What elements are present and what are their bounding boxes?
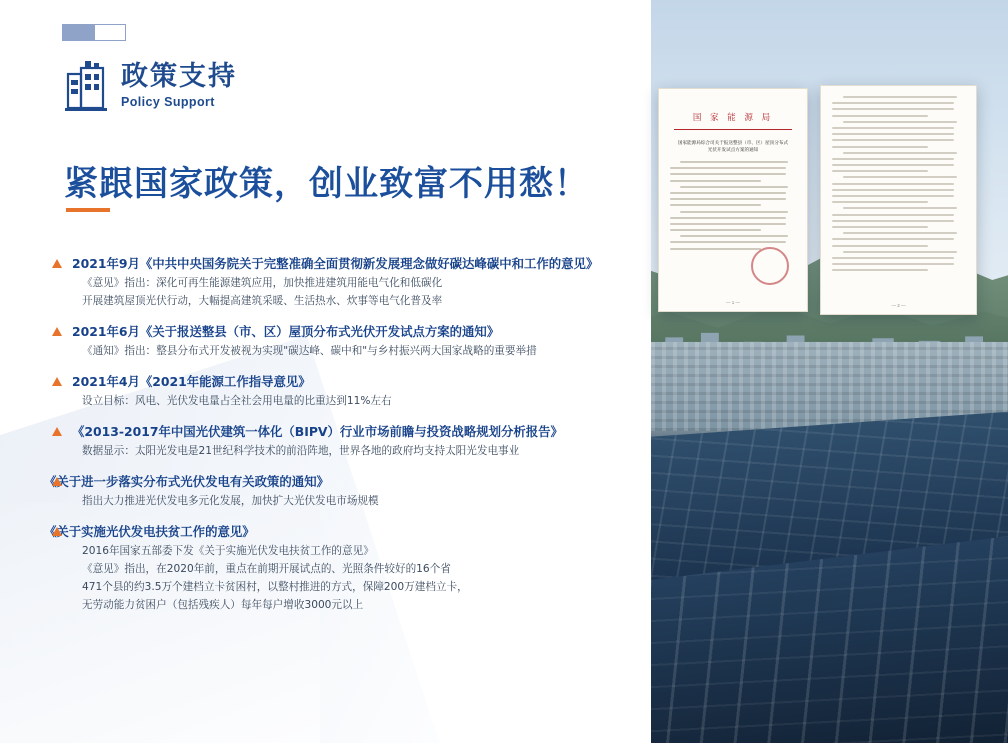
document-title-text: 国家能源局综合司关于报送整县（市、区）屋顶分布式光伏开发试点方案的通知: [677, 140, 789, 152]
policy-line: 设立目标：风电、光伏发电量占全社会用电量的比重达到11%左右: [82, 395, 392, 407]
policy-title: 《关于进一步落实分布式光伏发电有关政策的通知》: [44, 474, 329, 489]
list-item: [44, 473, 652, 509]
brand-text-block: [121, 63, 237, 109]
policy-title: 《关于实施光伏发电扶贫工作的意见》: [44, 524, 255, 539]
policy-line: 《意见》指出，在2020年前，重点在前期开展试点的、光照条件较好的16个省: [82, 563, 451, 575]
document-header-rule: [674, 129, 792, 130]
document-header-text: 国 家 能 源 局: [692, 113, 774, 123]
document-body-lines: [670, 161, 796, 250]
policy-list: [44, 255, 652, 627]
section-brand: [65, 60, 237, 112]
triangle-bullet-icon: [52, 327, 62, 336]
policy-body: [82, 275, 652, 309]
policy-body: [82, 393, 652, 409]
triangle-bullet-icon: [52, 427, 62, 436]
policy-line: 开展建筑屋顶光伏行动，大幅提高建筑采暖、生活热水、炊事等电气化普及率: [82, 295, 443, 307]
title-underline-accent: [66, 208, 110, 212]
list-item: [52, 323, 652, 359]
policy-line: 471个县的约3.5万个建档立卡贫困村，以整村推进的方式，保障200万建档立卡，: [82, 581, 468, 593]
policy-title: 2021年4月《2021年能源工作指导意见》: [72, 374, 311, 389]
policy-line: 2016年国家五部委下发《关于实施光伏发电扶贫工作的意见》: [82, 545, 374, 557]
document-red-seal: [751, 247, 789, 285]
page-title: 紧跟国家政策，创业致富不用愁！: [64, 164, 589, 204]
policy-body: [82, 493, 652, 509]
triangle-bullet-icon: [52, 477, 62, 486]
list-item: [52, 423, 652, 459]
policy-title: 2021年6月《关于报送整县（市、区）屋顶分布式光伏开发试点方案的通知》: [72, 324, 500, 339]
policy-line: 《通知》指出：整县分布式开发被视为实现"碳达峰、碳中和"与乡村振兴两大国家战略的重要举措: [82, 345, 537, 357]
policy-body: [82, 343, 652, 359]
policy-line: 指出大力推进光伏发电多元化发展，加快扩大光伏发电市场规模: [82, 495, 379, 507]
document-footer-page: — 1 —: [725, 300, 740, 305]
policy-body: [82, 543, 652, 613]
policy-line: 数据显示：太阳光发电是21世纪科学技术的前沿阵地，世界各地的政府均支持太阳光发电事业: [82, 445, 520, 457]
document-body-lines: [832, 96, 965, 271]
policy-body: [82, 443, 652, 459]
document-thumbnail-1: [658, 88, 808, 312]
section-title-en: Policy Support: [121, 95, 215, 109]
list-item: [52, 255, 652, 309]
policy-title: 《2013-2017年中国光伏建筑一体化（BIPV）行业市场前瞻与投资战略规划分析报告》: [72, 424, 563, 439]
list-item: [52, 373, 652, 409]
policy-title: 2021年9月《中共中央国务院关于完整准确全面贯彻新发展理念做好碳达峰碳中和工作的意见》: [72, 256, 599, 271]
triangle-bullet-icon: [52, 259, 62, 268]
policy-line: 《意见》指出：深化可再生能源建筑应用，加快推进建筑用能电气化和低碳化: [82, 277, 443, 289]
triangle-bullet-icon: [52, 377, 62, 386]
building-icon: [65, 60, 107, 112]
section-title-cn: 政策支持: [121, 61, 237, 92]
list-item: [44, 523, 652, 613]
document-thumbnail-2: [820, 85, 977, 315]
triangle-bullet-icon: [52, 527, 62, 536]
section-tag-decoration: [62, 24, 126, 41]
document-footer-page: — 2 —: [891, 303, 906, 308]
section-tag-right-half: [95, 25, 125, 40]
policy-line: 无劳动能力贫困户（包括残疾人）每年每户增收3000元以上: [82, 599, 364, 611]
